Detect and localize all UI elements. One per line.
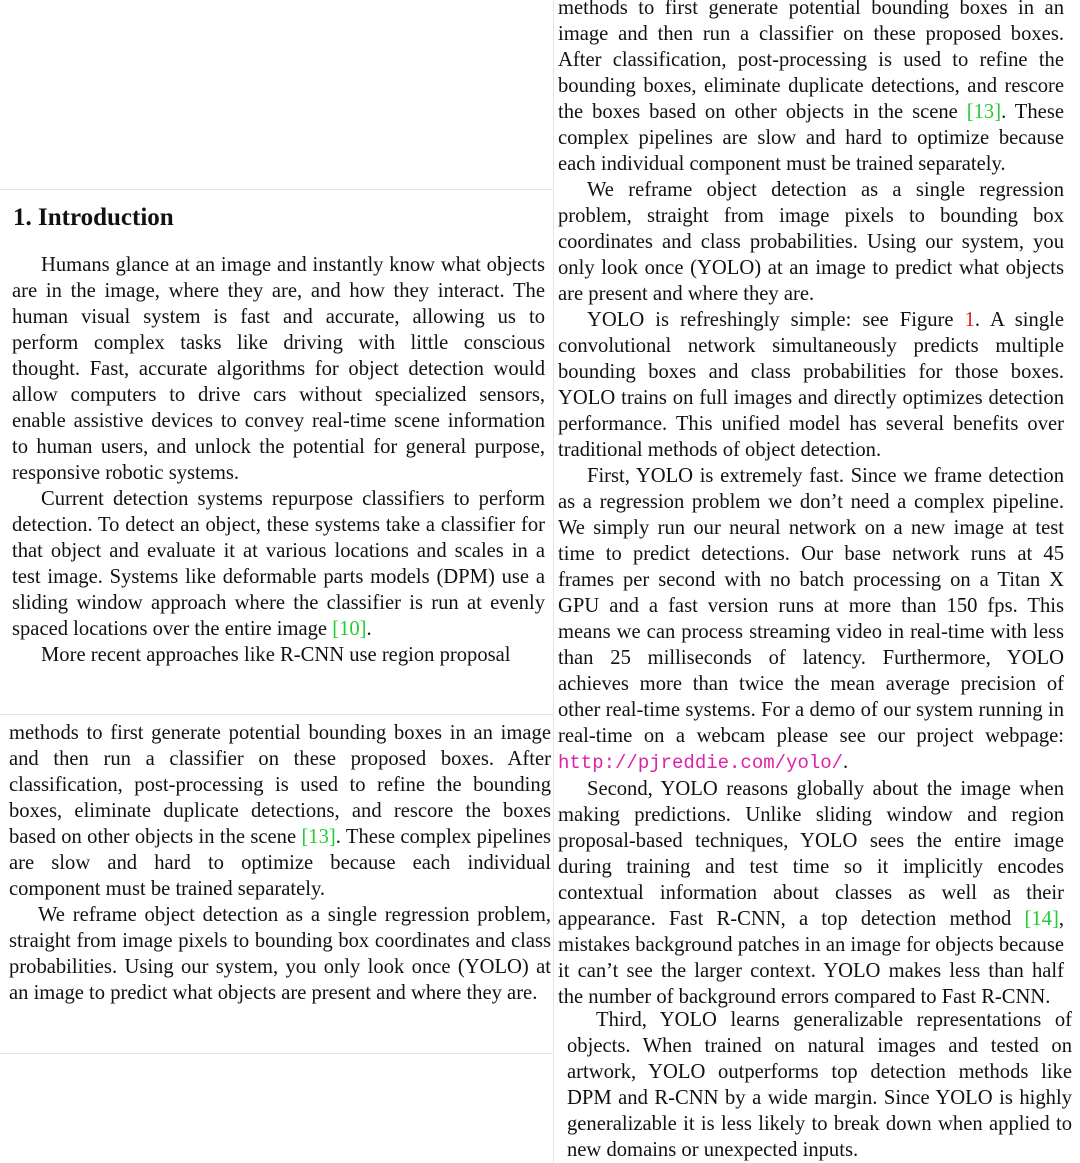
paragraph-recent-approaches: More recent approaches like R-CNN use region proposal xyxy=(41,644,511,666)
paragraph-reframe: We reframe object detection as a single regression problem, straight from image pixels to bounding box coordinates and class probabilities. Using our system, you only look once (YOLO) at an image to predict what objects are present and where they are. xyxy=(558,179,1064,305)
paragraph-text: . These complex pipelines are slow and hard to optimize because each individual component must be trained separately. xyxy=(558,101,1064,175)
paragraph-text: First, YOLO is extremely fast. Since we frame detection as a regression problem we don’t need a complex pipeline. We simply run our neural network on a new image at test time to predict detections. Our base network runs at 45 frames per second with no batch processing on a Titan X GPU and a fast version runs at more than 150 fps. This means we can process streaming video in real-time with less than 25 milliseconds of latency. Furthermore, YOLO achieves more than twice the mean average precision of other real-time systems. For a demo of our system running in real-time on a webcam please see our project webpage: xyxy=(558,465,1064,747)
right-column-top xyxy=(558,0,1064,1010)
paragraph-text: Second, YOLO reasons globally about the image when making predictions. Unlike sliding window and region proposal-based techniques, YOLO sees the entire image during training and test time so it implicitly encodes contextual information about classes as well as their appearance. Fast R-CNN, a top detection method xyxy=(558,778,1064,930)
panel-border-middle xyxy=(0,714,553,715)
paragraph-yolo-simple xyxy=(558,307,1064,463)
paragraph-text: . A single convolutional network simultaneously predicts multiple bounding boxes and class probabilities for those boxes. YOLO trains on full images and directly optimizes detection performance. This unified model has several benefits over traditional methods of object detection. xyxy=(558,309,1064,461)
paragraph-methods xyxy=(558,0,1064,177)
paragraph-text: . xyxy=(843,751,849,773)
paragraph-current-systems xyxy=(12,486,545,642)
figure-reference-link[interactable]: 1 xyxy=(964,309,975,331)
left-column-top xyxy=(12,252,545,668)
paragraph-text: , mistakes background patches in an image for objects because it can’t see the larger context. YOLO makes less than half the number of background errors compared to Fast R-CNN. xyxy=(558,908,1064,1008)
paragraph-reframe: We reframe object detection as a single regression problem, straight from image pixels to bounding box coordinates and class probabilities. Using our system, you only look once (YOLO) at an image to predict what objects are present and where they are. xyxy=(9,904,551,1004)
citation-link[interactable]: [13] xyxy=(966,101,1002,123)
paragraph-text: methods to first generate potential bounding boxes in an image and then run a classifier on these proposed boxes. After classification, post-processing is used to refine the bounding boxes, eliminate duplicate detections, and rescore the boxes based on other objects in the scene xyxy=(558,0,1064,123)
paragraph-text: methods to first generate potential bounding boxes in an image and then run a classifier on these proposed boxes. After classification, post-processing is used to refine the bounding boxes, eliminate duplicate detections, and rescore the boxes based on other objects in the scene xyxy=(9,722,551,848)
panel-border-top xyxy=(0,189,553,190)
paragraph-text: . xyxy=(366,618,372,640)
left-column-bottom xyxy=(9,720,551,1006)
paragraph-yolo-generalizable: Third, YOLO learns generalizable representations of objects. When trained on natural images and tested on artwork, YOLO outperforms top detection methods like DPM and R-CNN by a wide margin. Since YOLO is highly generalizable it is less likely to break down when applied to new domains or unexpected inputs. xyxy=(567,1009,1072,1161)
section-heading: 1. Introduction xyxy=(13,204,174,231)
paragraph-yolo-global xyxy=(558,776,1064,1010)
citation-link[interactable]: [10] xyxy=(332,618,367,640)
right-column-bottom xyxy=(567,1007,1072,1163)
paragraph-intro-humans: Humans glance at an image and instantly know what objects are in the image, where they are, and how they interact. The human visual system is fast and accurate, allowing us to perform complex tasks like driving with little conscious thought. Fast, accurate algorithms for object detection would allow computers to drive cars without specialized sensors, enable assistive devices to convey real-time scene information to human users, and unlock the potential for general purpose, responsive robotic systems. xyxy=(12,254,545,484)
paragraph-text: Current detection systems repurpose classifiers to perform detection. To detect an object, these systems take a classifier for that object and evaluate it at various locations and scales in a test image. Systems like deformable parts models (DPM) use a sliding window approach where the classifier is run at evenly spaced locations over the entire image xyxy=(12,488,545,640)
paragraph-yolo-fast xyxy=(558,463,1064,776)
panel-border-vertical xyxy=(553,0,554,1163)
project-webpage-link[interactable]: http://pjreddie.com/yolo/ xyxy=(558,752,844,774)
paragraph-methods xyxy=(9,720,551,902)
paragraph-text: . These complex pipelines are slow and hard to optimize because each individual component must be trained separately. xyxy=(9,826,552,900)
citation-link[interactable]: [14] xyxy=(1024,908,1059,930)
panel-border-bottom xyxy=(0,1053,553,1054)
citation-link[interactable]: [13] xyxy=(301,826,336,848)
paragraph-text: YOLO is refreshingly simple: see Figure xyxy=(587,309,965,331)
